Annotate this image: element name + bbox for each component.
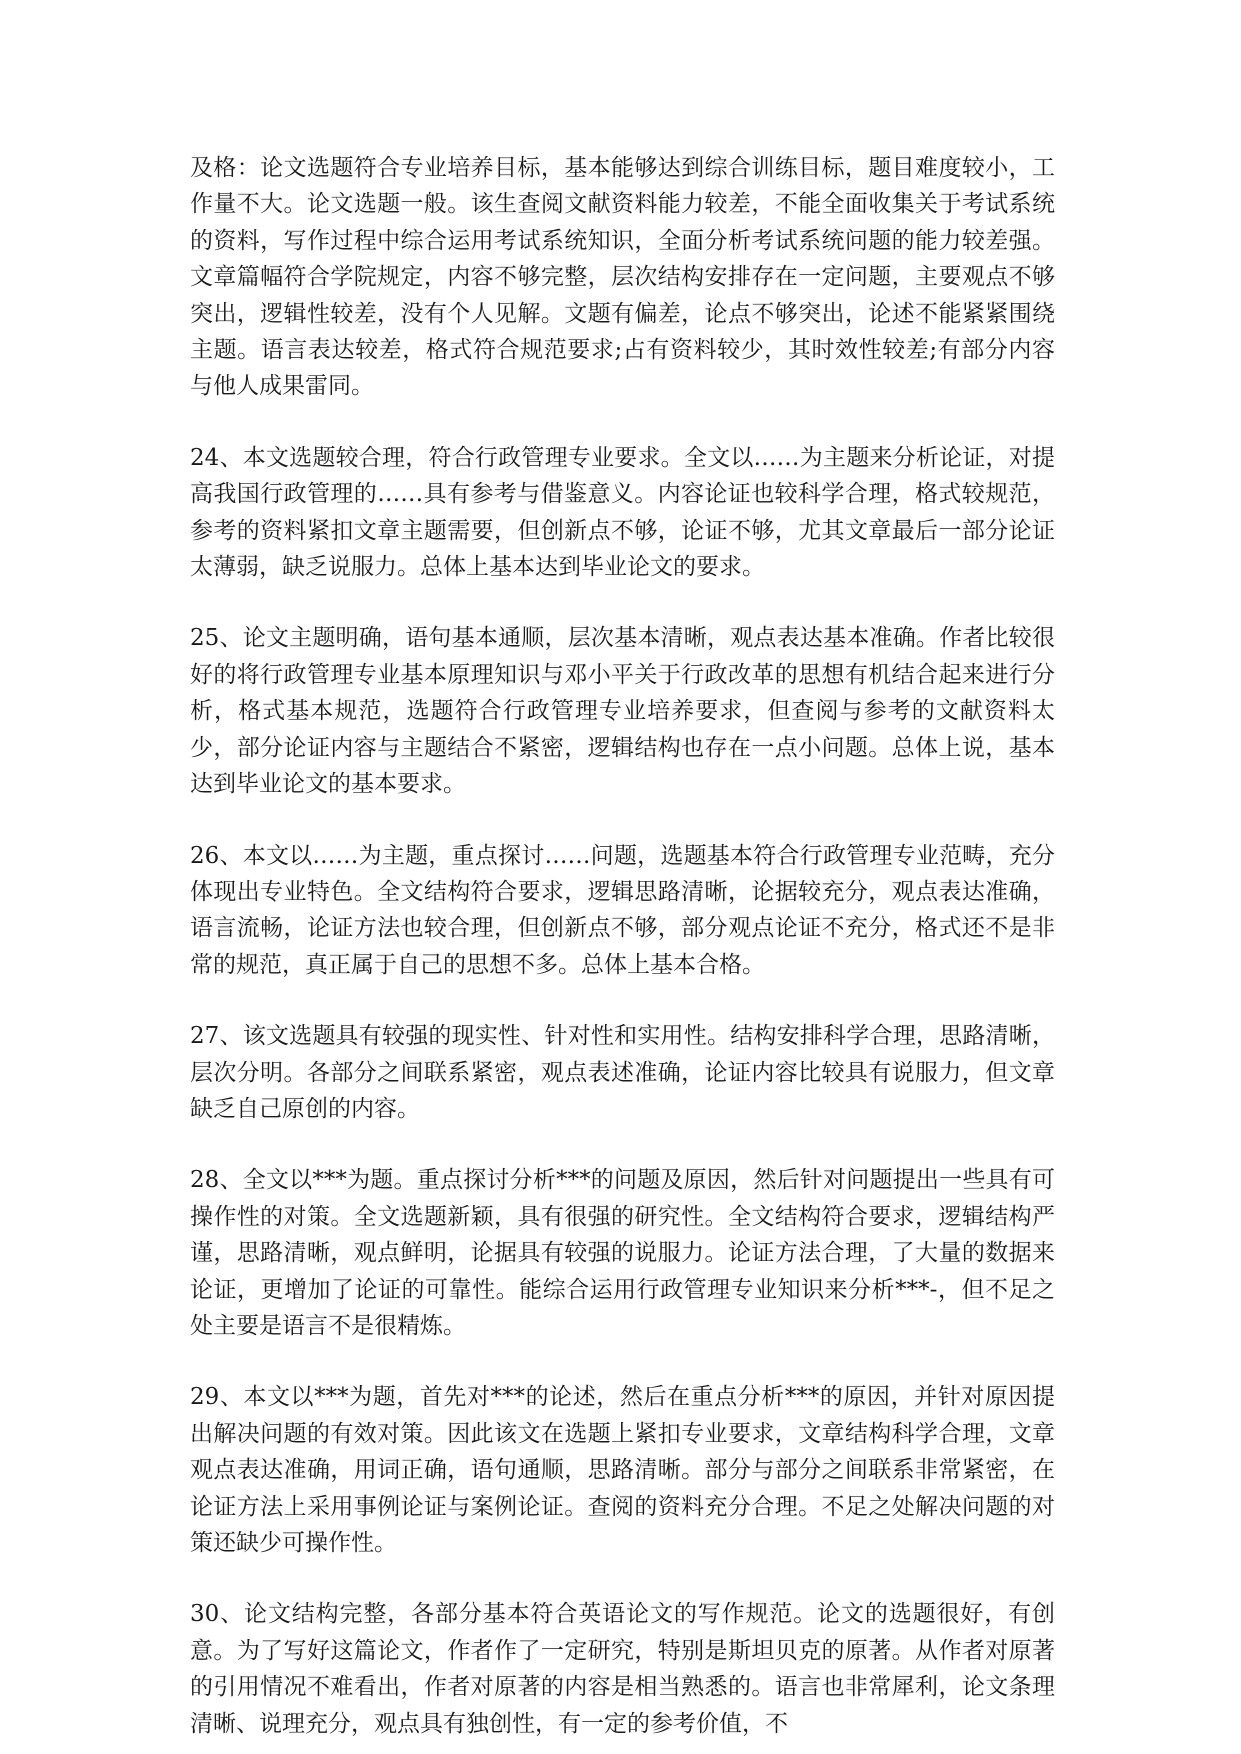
paragraph-comment-27: 27、该文选题具有较强的现实性、针对性和实用性。结构安排科学合理，思路清晰，层次分明。各部分之间联系紧密，观点表述准确，论证内容比较具有说服力，但文章缺乏自己原创的内容。 [190,1023,1055,1122]
document-body [190,150,1055,1742]
paragraph-comment-25: 25、论文主题明确，语句基本通顺，层次基本清晰，观点表达基本准确。作者比较很好的将行政管理专业基本原理知识与邓小平关于行政改革的思想有机结合起来进行分析，格式基本规范，选题符合行政管理专业培养要求，但查阅与参考的文献资料太少，部分论证内容与主题结合不紧密，逻辑结构也存在一点小问题。总体上说，基本达到毕业论文的基本要求。 [190,625,1055,798]
paragraph-comment-28: 28、全文以***为题。重点探讨分析***的问题及原因，然后针对问题提出一些具有可操作性的对策。全文选题新颖，具有很强的研究性。全文结构符合要求，逻辑结构严谨，思路清晰，观点鲜明，论据具有较强的说服力。论证方法合理，了大量的数据来论证，更增加了论证的可靠性。能综合运用行政管理专业知识来分析***-，但不足之处主要是语言不是很精炼。 [190,1167,1055,1339]
paragraph-comment-26: 26、本文以……为主题，重点探讨……问题，选题基本符合行政管理专业范畴，充分体现出专业特色。全文结构符合要求，逻辑思路清晰，论据较充分，观点表达准确，语言流畅，论证方法也较合理，但创新点不够，部分观点论证不充分，格式还不是非常的规范，真正属于自己的思想不多。总体上基本合格。 [190,842,1055,978]
paragraph-pass-grade-comment: 及格：论文选题符合专业培养目标，基本能够达到综合训练目标，题目难度较小，工作量不大。论文选题一般。该生查阅文献资料能力较差，不能全面收集关于考试系统的资料，写作过程中综合运用考试系统知识，全面分析考试系统问题的能力较差强。文章篇幅符合学院规定，内容不够完整，层次结构安排存在一定问题，主要观点不够突出，逻辑性较差，没有个人见解。文题有偏差，论点不够突出，论述不能紧紧围绕主题。语言表达较差，格式符合规范要求;占有资料较少，其时效性较差;有部分内容与他人成果雷同。 [190,155,1055,400]
paragraph-comment-24: 24、本文选题较合理，符合行政管理专业要求。全文以……为主题来分析论证，对提高我国行政管理的……具有参考与借鉴意义。内容论证也较科学合理，格式较规范，参考的资料紧扣文章主题需要，但创新点不够，论证不够，尤其文章最后一部分论证太薄弱，缺乏说服力。总体上基本达到毕业论文的要求。 [190,444,1055,581]
paragraph-comment-30: 30、论文结构完整，各部分基本符合英语论文的写作规范。论文的选题很好，有创意。为了写好这篇论文，作者作了一定研究，特别是斯坦贝克的原著。从作者对原著的引用情况不难看出，作者对原著的内容是相当熟悉的。语言也非常犀利，论文条理清晰、说理充分，观点具有独创性，有一定的参考价值，不 [190,1601,1055,1737]
paragraph-comment-29: 29、本文以***为题，首先对***的论述，然后在重点分析***的原因，并针对原因提出解决问题的有效对策。因此该文在选题上紧扣专业要求，文章结构科学合理，文章观点表达准确，用词正确，语句通顺，思路清晰。部分与部分之间联系非常紧密，在论证方法上采用事例论证与案例论证。查阅的资料充分合理。不足之处解决问题的对策还缺少可操作性。 [190,1384,1055,1556]
